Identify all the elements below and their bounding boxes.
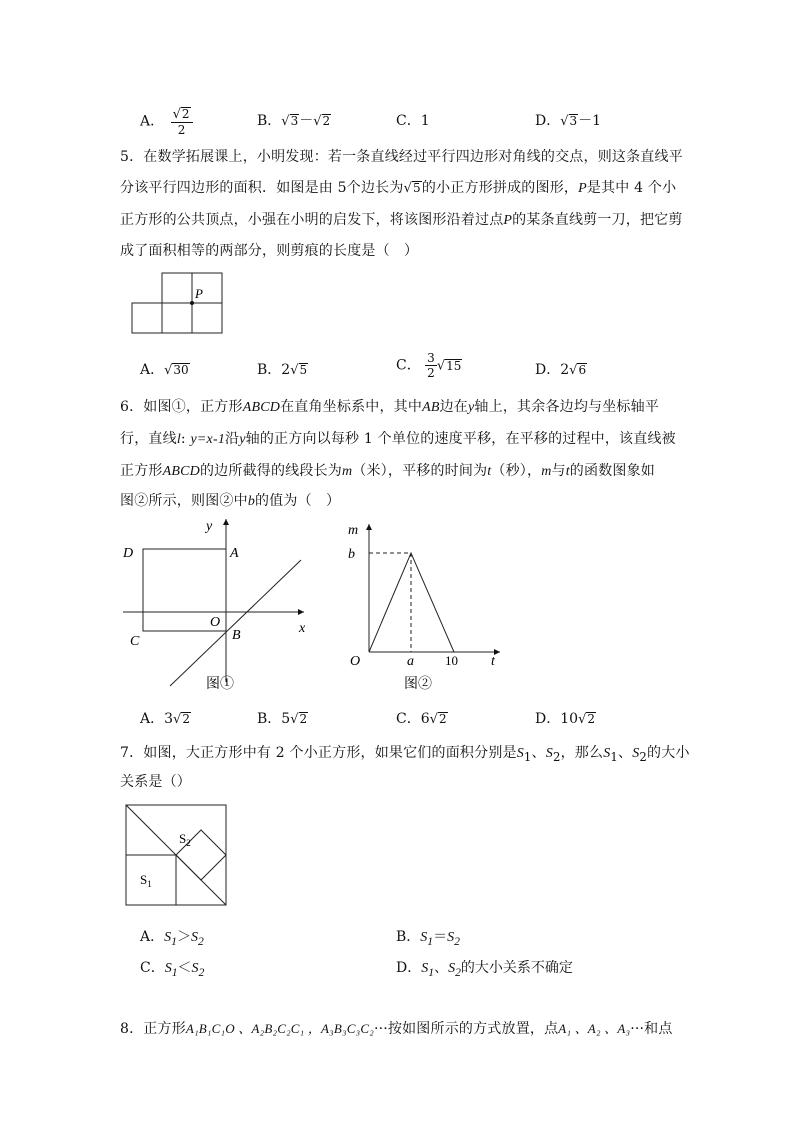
- q7-option-b[interactable]: B．$S_1=S_2$: [396, 929, 460, 948]
- q7-line-2: 关系是（）: [120, 774, 191, 790]
- q8-line-1: 8．正方形A₁B₁C₁O 、A₂B₂C₂C₁ ，A₃B₃C₃C₂···按如图所示的方式放置，点A₁ 、A₂ 、A₃···和点: [120, 1021, 673, 1037]
- q4-option-b[interactable]: B．√3－√2: [257, 113, 331, 129]
- svg-text:a: a: [407, 654, 414, 669]
- q5-figure: [128, 270, 228, 336]
- q6-option-a[interactable]: A．3√2: [140, 711, 190, 727]
- svg-text:10: 10: [445, 653, 458, 668]
- q4-option-c[interactable]: C．1: [396, 113, 430, 129]
- q6-figure-2: [340, 512, 510, 694]
- svg-text:A: A: [230, 546, 239, 561]
- q6-option-b[interactable]: B．5√2: [257, 711, 308, 727]
- svg-text:t: t: [491, 654, 495, 669]
- square: [162, 273, 192, 303]
- square: [162, 303, 192, 333]
- svg-text:C: C: [130, 634, 140, 649]
- svg-text:y: y: [206, 519, 213, 534]
- svg-text:D: D: [123, 546, 134, 561]
- q4-option-d[interactable]: D．√3－1: [535, 113, 602, 129]
- figure-1-caption: 图①: [206, 677, 234, 692]
- q7-option-d[interactable]: D．$S_1$、$S_2$的大小关系不确定: [396, 960, 573, 979]
- svg-text:m: m: [348, 523, 359, 538]
- q6-line-1: 6．如图①，正方形ABCD在直角坐标系中，其中AB边在y轴上，其余各边均与坐标轴平: [120, 399, 660, 415]
- q5-option-c[interactable]: C． $\frac{3}{2}$ √15: [396, 351, 462, 380]
- q7-line-1: 7．如图，大正方形中有 2 个小正方形，如果它们的面积分别是$S_1$、$S_2$，那么$S_1$、$S_2$的大小: [120, 745, 690, 764]
- svg-text:B: B: [232, 628, 241, 643]
- q6-figure-1: [118, 512, 318, 694]
- q6-line-2: 行，直线l: y=x-1沿y轴的正方向以每秒 1 个单位的速度平移，在平移的过程中，该直线被: [120, 431, 676, 447]
- svg-text:S2: $S_2$: [179, 831, 191, 848]
- q6-option-c[interactable]: C．6√2: [396, 711, 447, 727]
- svg-text:x: x: [299, 621, 306, 636]
- q6-line-4: 图②所示，则图②中b的值为（ ）: [120, 493, 341, 509]
- svg-text:O: O: [210, 615, 221, 630]
- figure-2-caption: 图②: [404, 677, 432, 692]
- q6-line-3: 正方形ABCD的边所截得的线段长为m（米），平移的时间为t（秒），m与t的函数图象如: [120, 463, 655, 479]
- q7-option-a[interactable]: A．$S_1>S_2$: [140, 929, 204, 948]
- q4-option-a[interactable]: A． $\frac{√2}{2}$: [140, 107, 193, 136]
- svg-text:O: O: [350, 654, 361, 669]
- q6-option-d[interactable]: D．10√2: [535, 711, 595, 727]
- q5-line-2: 分该平行四边形的面积．如图是由 5个边长为√5的小正方形拼成的图形，P是其中 4 个小: [120, 180, 677, 196]
- point-p-label: P: [195, 286, 203, 301]
- q5-option-b[interactable]: B．2√5: [257, 362, 308, 378]
- svg-text:S1: $S_1$: [140, 872, 152, 889]
- q5-option-d[interactable]: D．2√6: [535, 362, 587, 378]
- q7-figure: [122, 802, 230, 908]
- line-l: [170, 560, 301, 686]
- fraction: $\frac{√2}{2}$: [171, 107, 193, 136]
- q5-option-a[interactable]: A．√30: [140, 362, 189, 378]
- point-p: [190, 301, 194, 305]
- q5-line-4: 成了面积相等的两部分，则剪痕的长度是（ ）: [120, 243, 419, 259]
- fraction: $\frac{3}{2}$: [427, 351, 435, 380]
- q5-line-3: 正方形的公共顶点，小强在小明的启发下，将该图形沿着过点P的某条直线剪一刀，把它剪: [120, 212, 683, 228]
- square: [132, 303, 162, 333]
- q5-line-1: 5．在数学拓展课上，小明发现：若一条直线经过平行四边形对角线的交点，则这条直线平: [120, 149, 683, 165]
- square: [192, 303, 222, 333]
- svg-text:b: b: [348, 547, 355, 562]
- q7-option-c[interactable]: C．$S_1<S_2$: [140, 960, 205, 979]
